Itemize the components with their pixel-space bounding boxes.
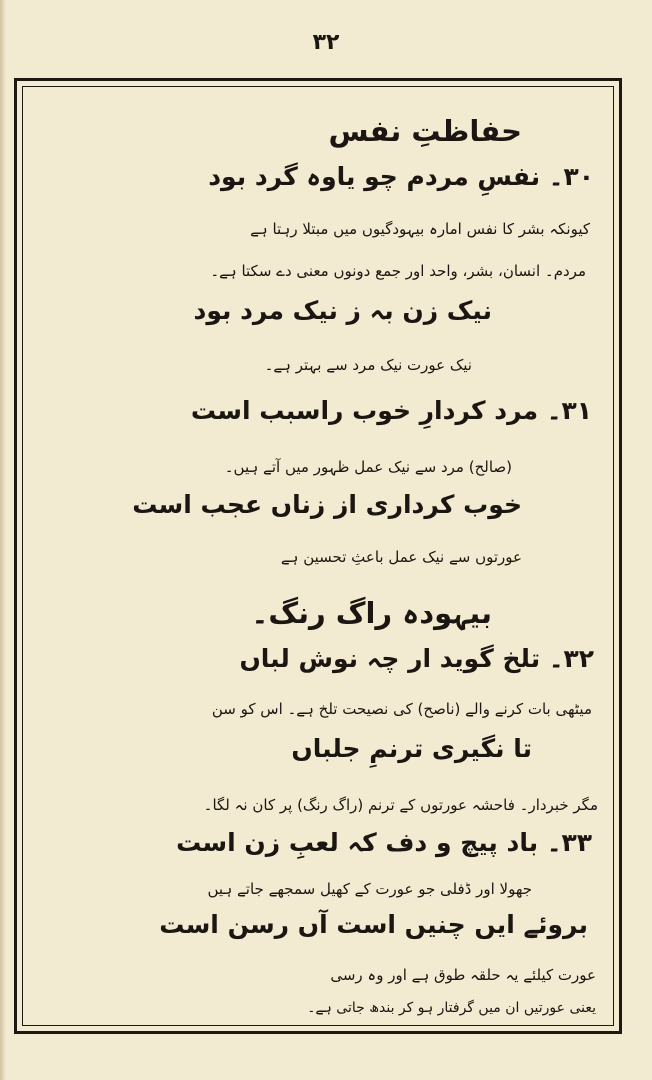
verse-30-line-2-translation: نیک عورت نیک مرد سے بہتر ہے۔	[264, 356, 472, 374]
section-heading-self-protection: حفاظتِ نفس	[328, 114, 522, 148]
verse-30-translation: کیونکہ بشر کا نفس امارہ بیہودگیوں میں مبتلا رہتا ہے	[250, 220, 590, 238]
verse-33-translation: جھولا اور ڈفلی جو عورت کے کھیل سمجھے جاتے ہیں	[207, 880, 532, 898]
verse-30-note: مردم۔ انسان، بشر، واحد اور جمع دونوں معنی دے سکتا ہے۔	[210, 262, 586, 280]
page-number: ۳۲	[312, 30, 340, 55]
verse-32-line-2: تا نگیری ترنمِ جلباں	[291, 734, 532, 763]
verse-33-line-2: بروئے ایں چنیں است آں رسن است	[159, 910, 588, 939]
verse-33-note: یعنی عورتیں ان میں گرفتار ہو کر بندھ جاتی ہے۔	[307, 1000, 596, 1016]
verse-31: ۳۱۔ مرد کردارِ خوب راسبب است	[190, 396, 592, 425]
verse-31-translation: (صالح) مرد سے نیک عمل ظہور میں آتے ہیں۔	[224, 458, 512, 476]
verse-30: ۳۰۔ نفسِ مردم چو یاوہ گرد بود	[208, 162, 594, 191]
verse-33-line-2-translation: عورت کیلئے یہ حلقہ طوق ہے اور وہ رسی	[330, 966, 596, 984]
verse-33: ۳۳۔ باد پیچ و دف کہ لعبِ زن است	[176, 828, 592, 857]
verse-32-translation: میٹھی بات کرنے والے (ناصح) کی نصیحت تلخ ہے۔ اس کو سن	[211, 700, 592, 718]
verse-31-line-2-translation: عورتوں سے نیک عمل باعثِ تحسین ہے	[280, 548, 522, 566]
page-binding-shadow	[0, 0, 6, 1080]
verse-31-line-2: خوب کرداری از زناں عجب است	[132, 490, 522, 519]
section-heading-music: بیہودہ راگ رنگ۔	[251, 596, 492, 630]
verse-30-line-2: نیک زن بہ ز نیک مرد بود	[193, 296, 492, 325]
verse-32: ۳۲۔ تلخ گوید ار چہ نوش لباں	[239, 644, 594, 673]
verse-32-line-2-translation: مگر خبردار۔ فاحشہ عورتوں کے ترنم (راگ رنگ) پر کان نہ لگا۔	[203, 796, 598, 814]
